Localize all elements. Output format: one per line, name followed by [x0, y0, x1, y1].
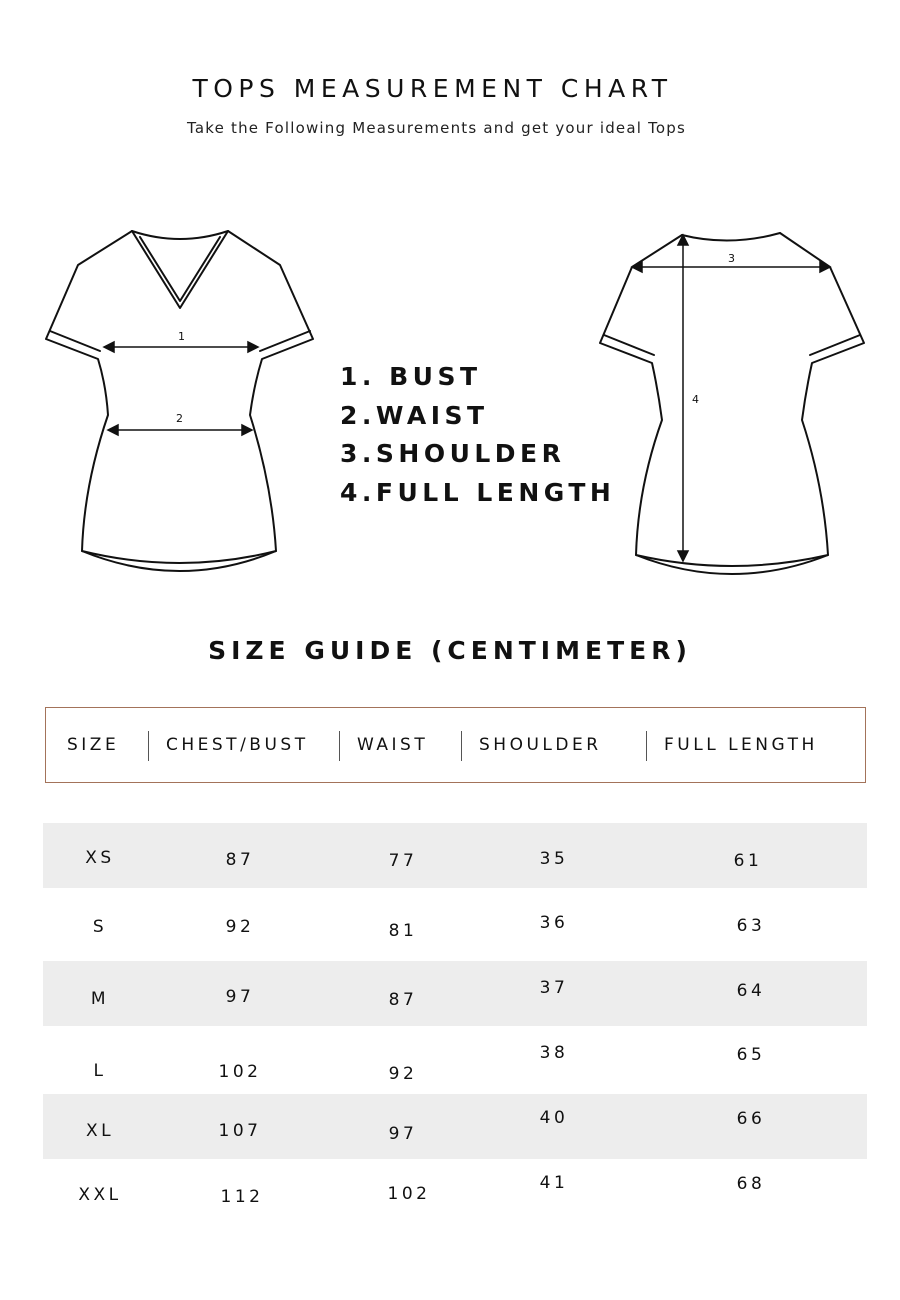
front-shirt-diagram: [40, 225, 320, 590]
legend-item-bust: 1. BUST: [340, 362, 482, 391]
header-divider: [646, 731, 647, 761]
cell-waist: 102: [387, 1184, 431, 1204]
bust-marker-label: 1: [178, 330, 185, 343]
table-row: [43, 961, 867, 1026]
cell-full-length: 66: [736, 1109, 766, 1129]
cell-chest-bust: 112: [220, 1187, 264, 1207]
front-neckline: [132, 231, 228, 239]
column-header-size: SIZE: [67, 735, 120, 755]
front-left-cuff: [50, 331, 100, 351]
cell-waist: 77: [388, 851, 418, 871]
legend-item-shoulder: 3.SHOULDER: [340, 439, 566, 469]
header-divider: [461, 731, 462, 761]
cell-full-length: 65: [736, 1045, 766, 1065]
legend-item-full-length: 4.FULL LENGTH: [340, 478, 616, 508]
table-row: [43, 1094, 867, 1159]
front-shirt-outline: [46, 231, 313, 563]
back-hem: [636, 555, 828, 574]
cell-waist: 81: [388, 921, 418, 941]
cell-size: S: [92, 917, 108, 937]
cell-chest-bust: 97: [225, 987, 255, 1007]
column-header-chest-bust: CHEST/BUST: [166, 735, 309, 755]
cell-chest-bust: 92: [225, 917, 255, 937]
column-header-full-length: FULL LENGTH: [664, 735, 818, 755]
cell-full-length: 68: [736, 1174, 766, 1194]
measurement-legend: [340, 358, 615, 513]
length-marker-label: 4: [692, 393, 699, 406]
header-divider: [339, 731, 340, 761]
cell-shoulder: 40: [539, 1108, 569, 1128]
front-v-neck: [132, 231, 228, 308]
back-shirt-diagram: [592, 225, 872, 590]
column-header-waist: WAIST: [357, 735, 429, 755]
cell-chest-bust: 87: [225, 850, 255, 870]
waist-marker-label: 2: [176, 412, 183, 425]
cell-full-length: 61: [733, 851, 763, 871]
size-guide-title: SIZE GUIDE (CENTIMETER): [208, 636, 692, 665]
cell-shoulder: 41: [539, 1173, 569, 1193]
shoulder-marker-label: 3: [728, 252, 735, 265]
table-row: [43, 895, 867, 960]
cell-size: XXL: [78, 1185, 122, 1205]
cell-shoulder: 38: [539, 1043, 569, 1063]
cell-size: L: [93, 1061, 107, 1081]
column-header-shoulder: SHOULDER: [479, 735, 602, 755]
cell-waist: 87: [388, 990, 418, 1010]
front-right-cuff: [260, 331, 310, 351]
cell-waist: 92: [388, 1064, 418, 1084]
table-row: [43, 1160, 867, 1225]
cell-chest-bust: 102: [218, 1062, 262, 1082]
table-row: [43, 1028, 867, 1093]
page-title: TOPS MEASUREMENT CHART: [192, 74, 673, 103]
cell-size: XS: [85, 848, 115, 868]
back-right-cuff: [810, 335, 860, 355]
legend-item-waist: 2.WAIST: [340, 400, 489, 430]
table-row: [43, 823, 867, 888]
size-table-header: [45, 707, 866, 783]
page-subtitle: Take the Following Measurements and get your ideal Tops: [186, 119, 687, 137]
cell-size: M: [90, 989, 110, 1009]
cell-waist: 97: [388, 1124, 418, 1144]
back-shirt-outline: [600, 233, 864, 566]
header-divider: [148, 731, 149, 761]
back-left-cuff: [604, 335, 654, 355]
front-hem: [82, 551, 276, 571]
back-neckline: [682, 233, 780, 241]
cell-full-length: 63: [736, 916, 766, 936]
cell-shoulder: 36: [539, 913, 569, 933]
cell-full-length: 64: [736, 981, 766, 1001]
cell-shoulder: 35: [539, 849, 569, 869]
cell-shoulder: 37: [539, 978, 569, 998]
cell-size: XL: [85, 1121, 115, 1141]
cell-chest-bust: 107: [218, 1121, 262, 1141]
